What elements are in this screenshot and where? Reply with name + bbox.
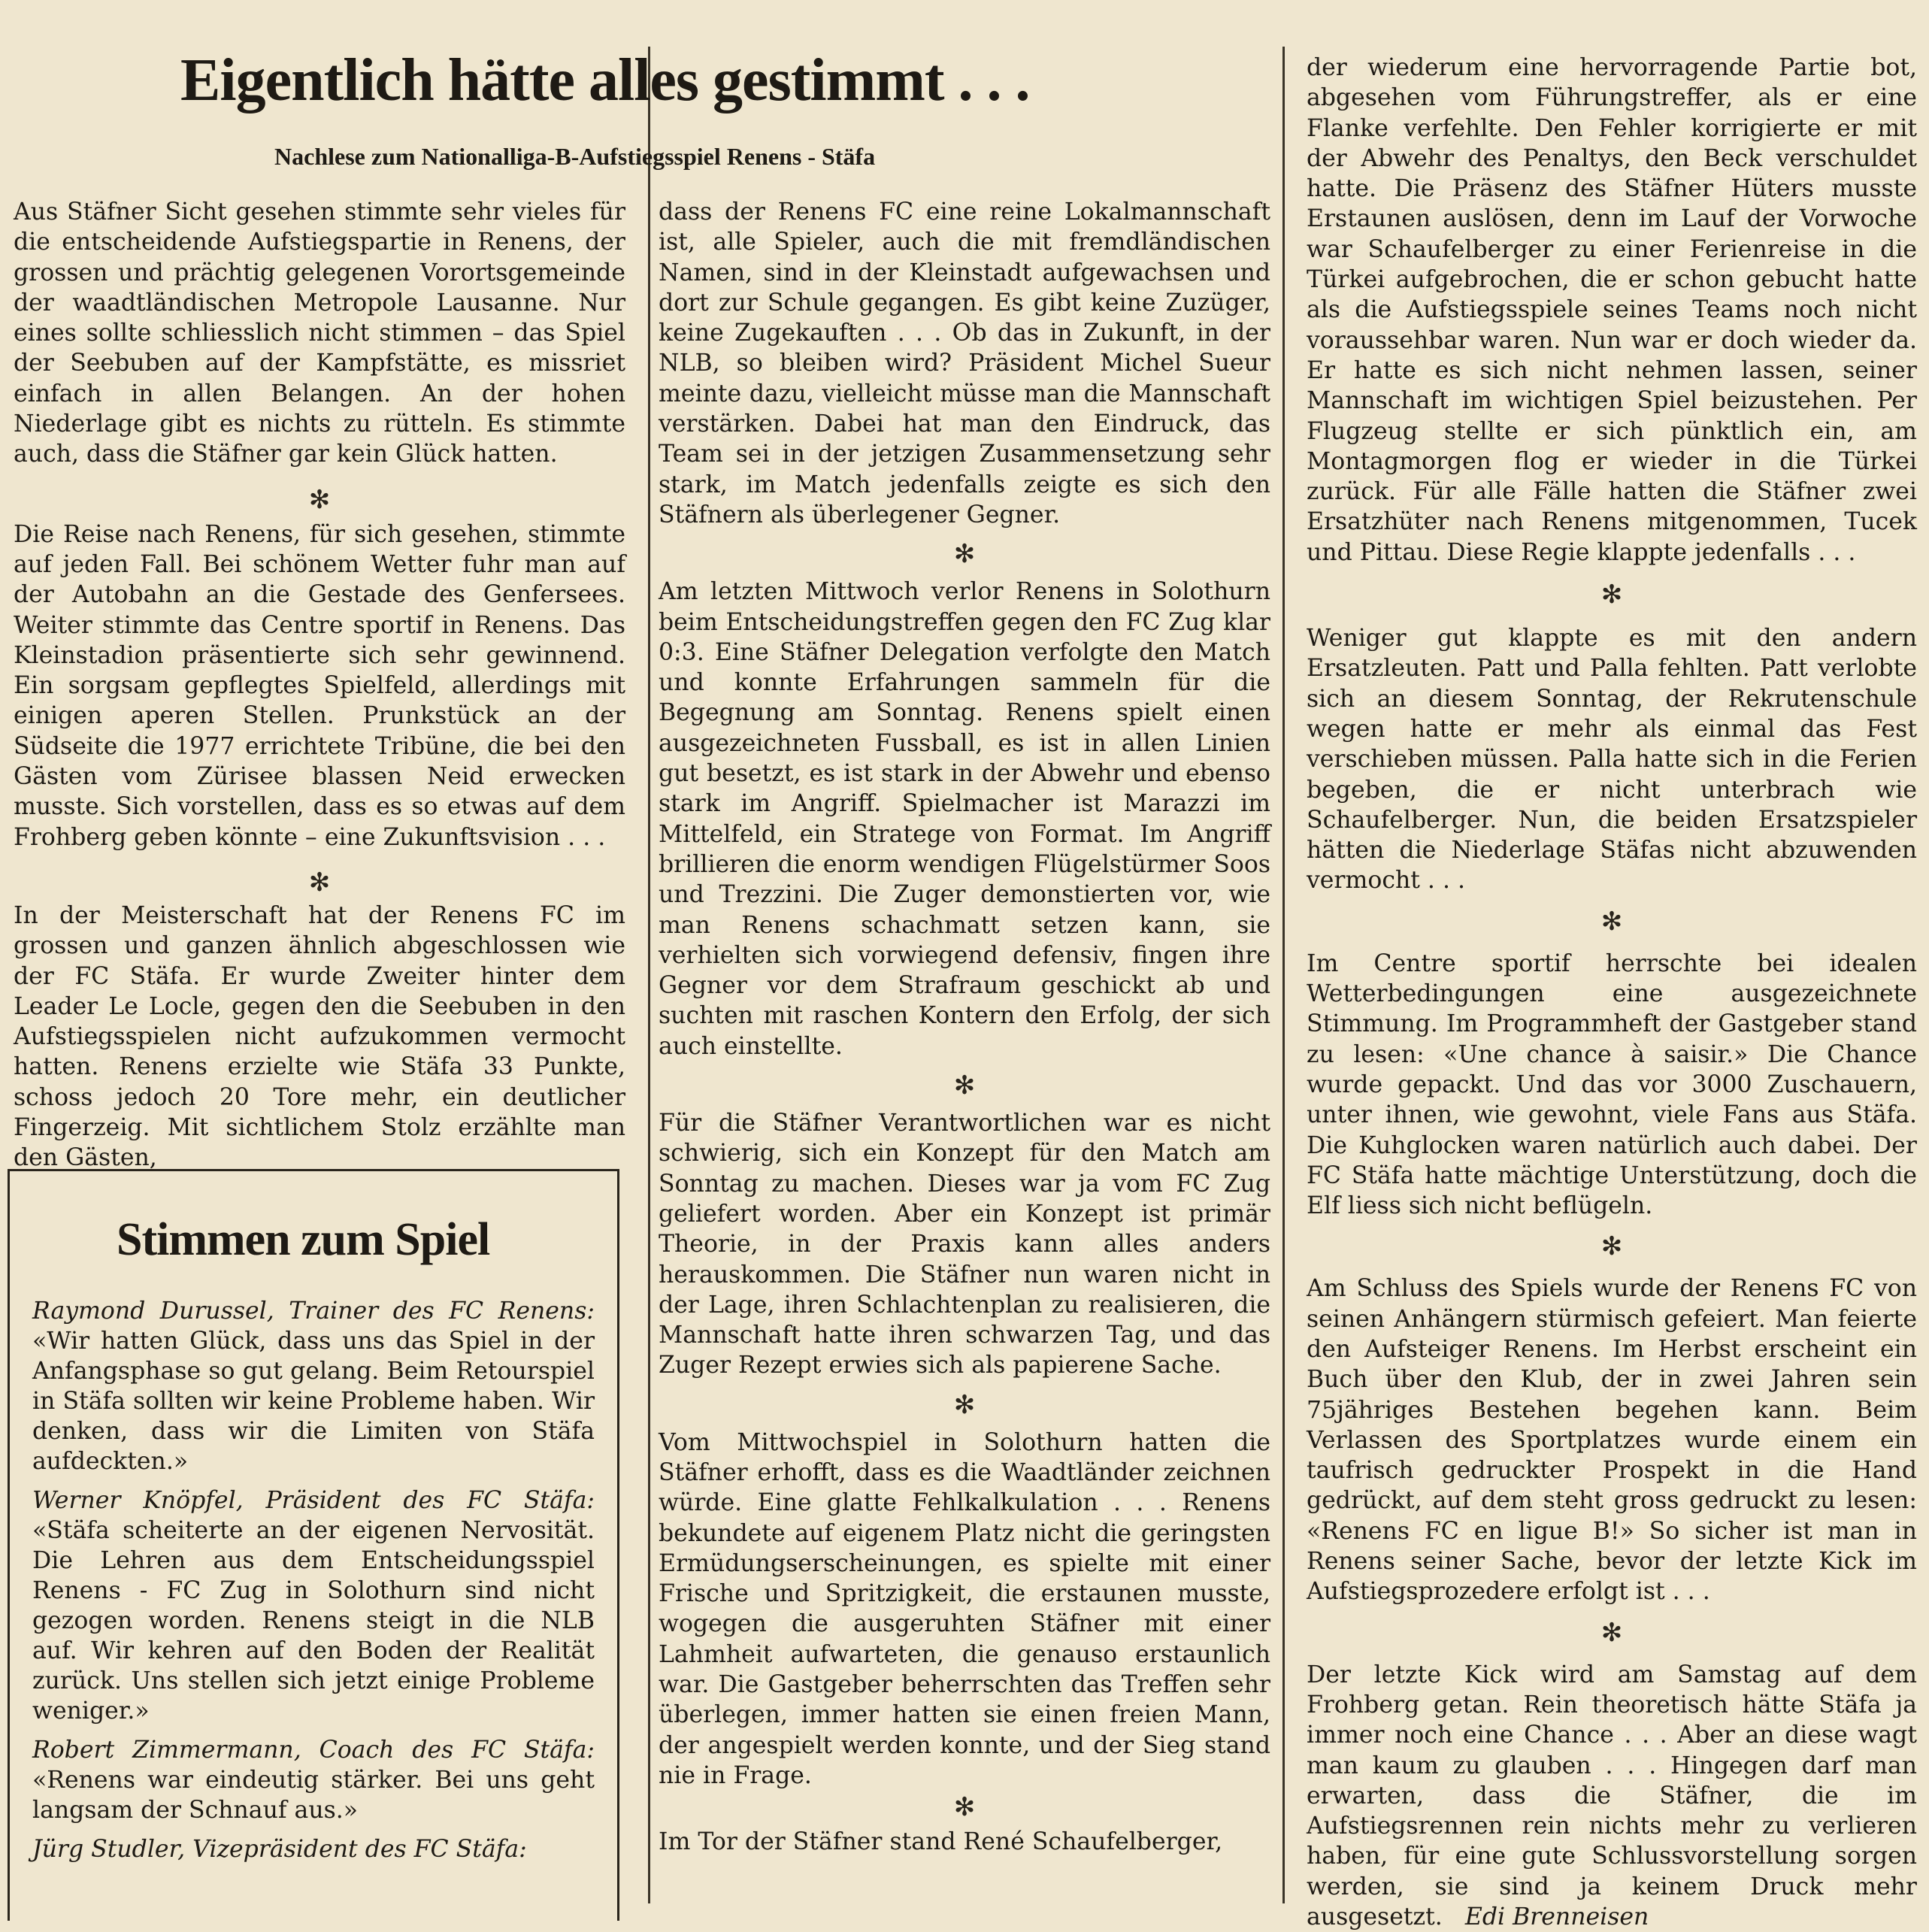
column-rule-2 [1282, 47, 1285, 1903]
quote-speaker: Raymond Durussel, Trainer des FC Renens: [32, 1298, 595, 1325]
paragraph: Vom Mittwochspiel in Solothurn hatten die Stäfner erhofft, dass es die Waadtländer zeichnen würde. Eine glatte Fehlkalkulation . . . Renens bekundete auf eigenem Platz nicht die geringsten Ermüdungserscheinungen, es spielte mit einer Frische und Spritzigkeit, die erstaunen musste, wogegen die ausgeruhten Stäfner mit einer Lahmheit aufwarteten, die genauso erstaunlich war. Die Gastgeber beherrschten das Treffen sehr überlegen, immer hatten sie einen freien Mann, der angespielt werden konnte, und der Sieg stand nie in Frage. [659, 1428, 1270, 1789]
separator-star: ✻ [308, 867, 331, 898]
paragraph: Am Schluss des Spiels wurde der Renens FC von seinen Anhängern stürmisch gefeiert. Man feierte den Aufsteiger Renens. Im Herbst erscheint ein Buch über den Klub, der in zwei Jahren sein 75jähriges Bestehen begehen kann. Beim Verlassen des Sportplatzes wurde einem ein taufrisch gedruckter Prospekt in die Hand gedrückt, auf dem steht gross gedruckt zu lesen: «Renens FC en ligue B!» So sicher ist man in Renens seiner Sache, bevor der letzte Kick im Aufstiegsprozedere erfolgt ist . . . [1307, 1275, 1917, 1606]
paragraph: Die Reise nach Renens, für sich gesehen, stimmte auf jeden Fall. Bei schönem Wetter fuhr man auf der Autobahn an die Gestade des Genfersees. Weiter stimmte das Centre sportif in Renens. Das Kleinstadion präsentierte sich sehr gewinnend. Ein sorgsam gepflegtes Spielfeld, allerdings mit einigen aperen Stellen. Prunkstück an der Südseite die 1977 errichtete Tribüne, die bei den Gästen vom Zürisee blassen Neid erwecken musste. Sich vorstellen, dass es so etwas auf dem Frohberg geben könnte – eine Zukunftsvision . . . [14, 520, 625, 851]
paragraph: Im Centre sportif herrschte bei idealen Wetterbedingungen eine ausgezeichnete Stimmung. Im Programmheft der Gastgeber stand zu lesen: «Une chance à saisir.» Die Chance wurde gepackt. Und das vor 3000 Zuschauern, unter ihnen, wie gewohnt, viele Fans aus Stäfa. Die Kuhglocken waren natürlich auch dabei. Der FC Stäfa hatte mächtige Unterstützung, doch die Elf liess sich nicht beflügeln. [1307, 949, 1917, 1220]
quote [32, 1485, 595, 1726]
article-column-3 [1307, 0, 1917, 1931]
article-headline: Eigentlich hätte alles gestimmt . . . [180, 47, 1030, 114]
paragraph: der wiederum eine hervorragende Partie bot, abgesehen vom Führungstreffer, als er eine Flanke verfehlte. Den Fehler korrigierte er mit der Abwehr des Penaltys, den Beck verschuldet hatte. Die Präsenz des Stäfner Hüters musste Erstaunen auslösen, denn im Lauf der Vorwoche war Schaufelberger zu einer Ferienreise in die Türkei aufgebrochen, die er schon gebucht hatte als die Aufstiegsspiele seines Teams noch nicht voraussehbar waren. Nun war er doch wieder da. Er hatte es sich nicht nehmen lassen, seiner Mannschaft im wichtigen Spiel beizustehen. Per Flugzeug stellte er sich pünktlich ein, am Montagmorgen flog er wieder in die Türkei zurück. Für alle Fälle hatten die Stäfner zwei Ersatzhüter nach Renens mitgenommen, Tucek und Pittau. Diese Regie klappte jedenfalls . . . [1307, 54, 1917, 566]
paragraph: Weniger gut klappte es mit den andern Ersatzleuten. Patt und Palla fehlten. Patt verlobte sich an diesem Sonntag, der Rekrutenschule wegen hatte er mehr als einmal das Fest verschieben müssen. Palla hatte sich in die Ferien begeben, die er nicht unterbrach wie Schaufelberger. Nun, die beiden Ersatzspieler hätten die Niederlage Stäfas nicht abzuwenden vermocht . . . [1307, 625, 1917, 895]
quote-text: «Renens war eindeutig stärker. Bei uns geht langsam der Schnauf aus.» [32, 1767, 595, 1824]
quote-text: «Wir hatten Glück, dass uns das Spiel in der Anfangsphase so gut gelang. Beim Retourspiel in Stäfa sollten wir keine Probleme haben. Wir denken, dass wir die Limiten von Stäfa aufdeckten.» [32, 1328, 595, 1475]
quote-text: «Stäfa scheiterte an der eigenen Nervosität. Die Lehren aus dem Entscheidungsspiel Renens - FC Zug in Solothurn sind nicht gezogen worden. Renens steigt in die NLB auf. Wir kehren auf den Boden der Realität zurück. Uns stellen sich jetzt einige Probleme weniger.» [32, 1517, 595, 1725]
author-byline: Edi Brenneisen [1464, 1903, 1649, 1931]
sidebar-box [8, 1169, 619, 1921]
paragraph: Am letzten Mittwoch verlor Renens in Solothurn beim Entscheidungstreffen gegen den FC Zug klar 0:3. Eine Stäfner Delegation verfolgte den Match und konnte Erfahrungen sammeln für die Begegnung am Sonntag. Renens spielt einen ausgezeichneten Fussball, es ist in allen Linien gut besetzt, es ist stark in der Abwehr und ebenso stark im Angriff. Spielmacher ist Marazzi im Mittelfeld, ein Stratege von Format. Im Angriff brillieren die enorm wendigen Flügelstürmer Soos und Trezzini. Die Zuger demonstierten vor, wie man Renens schachmatt setzen kann, sie verhielten sich vorwiegend defensiv, fingen ihre Gegner vor dem Strafraum geschickt ab und suchten mit raschen Kontern den Erfolg, der sich auch einstellte. [659, 578, 1270, 1060]
paragraph: dass der Renens FC eine reine Lokalmannschaft ist, alle Spieler, auch die mit fremdländischen Namen, sind in der Kleinstadt aufgewachsen und dort zur Schule gegangen. Es gibt keine Zuzüger, keine Zugekauften . . . Ob das in Zukunft, in der NLB, so bleiben wird? Präsident Michel Sueur meinte dazu, vielleicht müsse man die Mannschaft verstärken. Dabei hat man den Eindruck, das Team sei in der jetzigen Zusammensetzung sehr stark, im Match jedenfalls zeigte es sich den Stäfnern als überlegener Gegner. [659, 198, 1270, 528]
separator-star: ✻ [1600, 906, 1623, 937]
paragraph-text: Der letzte Kick wird am Samstag auf dem Frohberg getan. Rein theoretisch hätte Stäfa ja immer noch eine Chance . . . Aber an diese wagt man kaum zu glauben . . . Hingegen darf man erwarten, dass die Stäfner, die im Aufstiegsrennen rein nichts mehr zu verlieren haben, für eine gute Schlussvorstellung sorgen werden, sie sind ja keinem Druck mehr ausgesetzt. [1307, 1661, 1917, 1931]
quote [32, 1296, 595, 1476]
separator-star: ✻ [953, 539, 976, 570]
paragraph: Aus Stäfner Sicht gesehen stimmte sehr vieles für die entscheidende Aufstiegspartie in Renens, der grossen und prächtig gelegenen Vorortsgemeinde der waadtländischen Metropole Lausanne. Nur eines sollte schliesslich nicht stimmen – das Spiel der Seebuben auf der Kampfstätte, es missriet einfach in allen Belangen. An der hohen Niederlage gibt es nichts zu rütteln. Es stimmte auch, dass die Stäfner gar kein Glück hatten. [14, 198, 625, 468]
separator-star: ✻ [308, 484, 331, 515]
quote-list [32, 1296, 595, 1864]
quote [32, 1735, 595, 1825]
column-rule-1 [648, 47, 650, 1903]
separator-star: ✻ [1600, 580, 1623, 610]
paragraph: Für die Stäfner Verantwortlichen war es nicht schwierig, sich ein Konzept für den Match am Sonntag zu machen. Dieses war ja vom FC Zug geliefert worden. Aber ein Konzept ist primär Theorie, in der Praxis kann alles anders herauskommen. Die Stäfner nun waren nicht in der Lage, ihren Schlachtenplan zu realisieren, die Mannschaft hatte ihren schwarzen Tag, und das Zuger Rezept erwies sich als papierene Sache. [659, 1110, 1270, 1379]
paragraph: Im Tor der Stäfner stand René Schaufelberger, [659, 1828, 1223, 1856]
separator-star: ✻ [1600, 1617, 1623, 1648]
quote [32, 1834, 595, 1864]
paragraph: In der Meisterschaft hat der Renens FC im grossen und ganzen ähnlich abgeschlossen wie der FC Stäfa. Er wurde Zweiter hinter dem Leader Le Locle, gegen den die Seebuben in den Aufstiegsspielen nicht aufzukommen vermocht hatten. Renens erzielte wie Stäfa 33 Punkte, schoss jedoch 20 Tore mehr, ein deutlicher Fingerzeig. Mit sichtlichem Stolz erzählte man den Gästen, [14, 901, 625, 1172]
sidebar-title: Stimmen zum Spiel [117, 1214, 490, 1265]
article-subheadline: Nachlese zum Nationalliga-B-Aufstiegsspiel Renens - Stäfa [274, 143, 876, 170]
separator-star: ✻ [953, 1389, 976, 1420]
quote-speaker: Jürg Studler, Vizepräsident des FC Stäfa: [32, 1836, 527, 1863]
quote-speaker: Werner Knöpfel, Präsident des FC Stäfa: [32, 1487, 595, 1514]
separator-star: ✻ [953, 1792, 976, 1823]
separator-star: ✻ [1600, 1231, 1623, 1262]
paragraph [1307, 1660, 1917, 1932]
separator-star: ✻ [953, 1070, 976, 1101]
article-column-2 [659, 0, 1270, 1910]
quote-speaker: Robert Zimmermann, Coach des FC Stäfa: [32, 1737, 595, 1764]
